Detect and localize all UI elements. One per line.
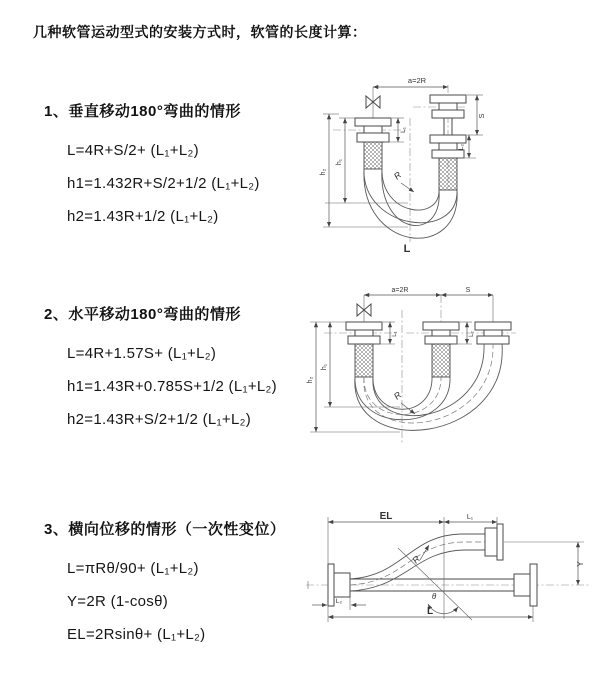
formula-line: L=4R+1.57S+ (L₁+L₂)	[67, 345, 217, 362]
middle-fitting	[423, 322, 459, 377]
length-label: L	[403, 243, 411, 255]
dim-label-l1: L₁	[400, 127, 407, 133]
hose-curve	[382, 169, 439, 226]
dim-label-s: S	[465, 287, 471, 294]
page-title: 几种软管运动型式的安装方式时，软管的长度计算：	[33, 24, 367, 40]
dim-label-l2: L₂	[458, 143, 465, 151]
angle-line	[398, 548, 472, 620]
section-1	[44, 100, 260, 233]
dim-label-a2r: a=2R	[407, 76, 427, 85]
radius-label: R	[391, 169, 404, 182]
section-3-heading: 3、横向位移的情形（一次性变位）	[44, 521, 286, 538]
dim-label-el: EL	[379, 511, 393, 522]
radius-label: R	[410, 553, 423, 566]
formula-line: h2=1.43R+S/2+1/2 (L₁+L₂)	[67, 411, 252, 428]
dim-label-l2: L₂	[469, 331, 475, 337]
formula-line: L=πRθ/90+ (L₁+L₂)	[67, 560, 199, 577]
dim-label-y: Y	[576, 561, 585, 567]
radius-label: R	[391, 389, 404, 402]
left-fitting	[346, 322, 382, 377]
formula-line: h2=1.43R+1/2 (L₁+L₂)	[67, 208, 219, 225]
left-fitting	[355, 118, 391, 169]
right-fitting	[475, 322, 511, 344]
right-fitting-upper	[430, 95, 466, 118]
section-1-heading: 1、垂直移动180°弯曲的情形	[44, 103, 241, 120]
upper-flange	[485, 524, 503, 560]
dim-label-h1: h₁	[336, 158, 343, 166]
dim-label-h1: h₁	[321, 363, 328, 371]
dim-label-h2: h₂	[307, 376, 314, 384]
section-2-heading: 2、水平移动180°弯曲的情形	[44, 306, 241, 323]
section-2	[44, 303, 277, 436]
dim-label-a2r: a=2R	[391, 287, 409, 294]
formula-line: EL=2Rsinθ+ (L₁+L₂)	[67, 626, 206, 643]
right-fitting-lower	[430, 135, 466, 190]
formula-line: h1=1.43R+0.785S+1/2 (L₁+L₂)	[67, 378, 277, 395]
dim-label-l: L	[426, 606, 434, 617]
braided-hose-section	[439, 158, 457, 190]
dim-label-l2: L₂	[335, 598, 343, 605]
formula-line: h1=1.432R+S/2+1/2 (L₁+L₂)	[67, 175, 260, 192]
angle-label: θ	[431, 592, 437, 601]
braided-hose-section	[355, 344, 373, 377]
diagram-lateral-displacement	[298, 500, 598, 642]
dim-label-s: S	[477, 113, 486, 119]
section-3	[44, 518, 285, 651]
diagram-vertical-180-bend	[305, 70, 565, 260]
braided-hose-section	[364, 142, 382, 169]
formula-line: Y=2R (1-cosθ)	[67, 593, 169, 610]
hose-curve	[373, 344, 484, 416]
dim-label-l1: L₁	[466, 514, 474, 521]
right-flange	[514, 564, 537, 606]
dim-label-l1: L₁	[392, 331, 398, 337]
formula-line: L=4R+S/2+ (L₁+L₂)	[67, 142, 199, 159]
braided-hose-section	[432, 344, 450, 377]
dim-label-h2: h₂	[320, 168, 327, 176]
diagram-horizontal-180-bend	[300, 282, 590, 450]
hose-curve	[355, 344, 502, 430]
